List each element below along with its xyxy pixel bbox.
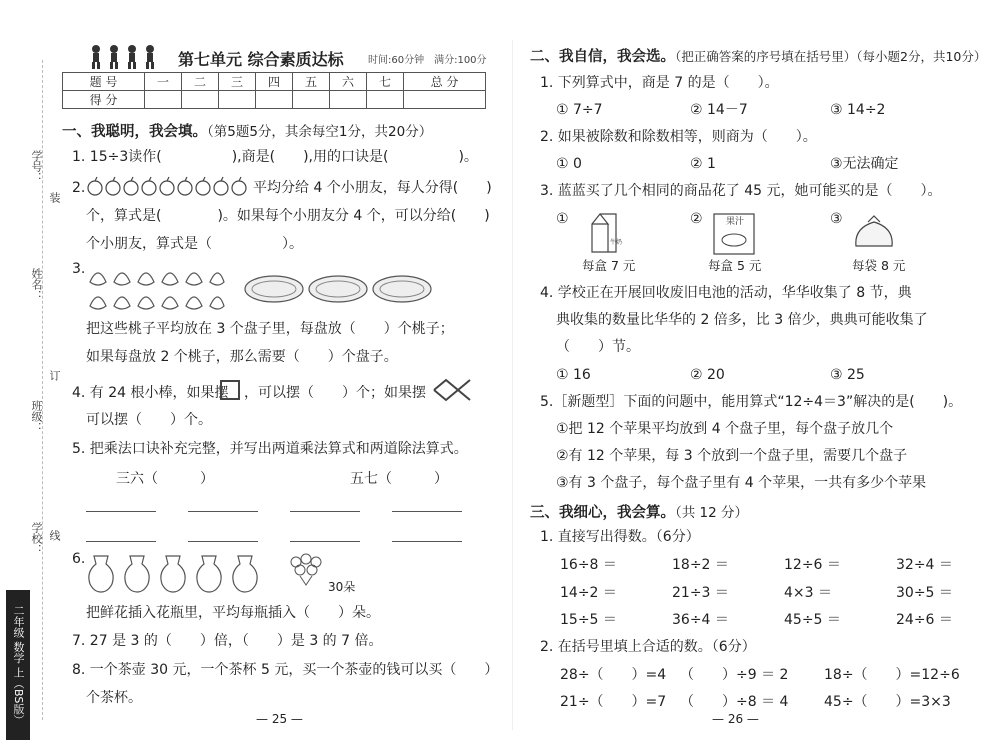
question-2-5-option-1: ①把 12 个苹果平均放到 4 个盘子里，每个盘子放几个 [556, 421, 894, 437]
page-divider [512, 40, 513, 730]
section-1-note: （第5题5分，其余每空1分，共20分） [207, 124, 433, 140]
vases-icon [86, 554, 266, 594]
question-2-1-option-1: ① 7÷7 [556, 102, 603, 118]
milk-carton-label: 牛奶 [610, 239, 622, 246]
page-number-left: — 25 — [256, 712, 303, 726]
calc-item: 4×3 ＝ [784, 585, 832, 601]
score-input-cell[interactable] [181, 91, 218, 109]
answer-line[interactable] [188, 511, 258, 512]
question-1-5-a: 三六（ ） [116, 471, 214, 487]
answer-line[interactable] [86, 511, 156, 512]
score-cell: 六 [329, 73, 366, 91]
question-2-1-option-2: ② 14－7 [690, 102, 748, 118]
section-3-note: （共 12 分） [675, 505, 749, 521]
question-2-3-option-2: ② [690, 211, 703, 227]
fill-item: 18÷（ ）=12÷6 [824, 667, 960, 683]
binding-dashed-line [42, 60, 43, 720]
calc-item: 18÷2 ＝ [672, 557, 729, 573]
calc-item: 36÷4 ＝ [672, 612, 729, 628]
score-cell: 三 [218, 73, 255, 91]
section-2-heading [530, 45, 986, 66]
question-1-3-text-b: 如果每盘放 2 个桃子，那么需要（ ）个盘子。 [86, 349, 398, 365]
score-input-cell[interactable] [329, 91, 366, 109]
calc-item: 24÷6 ＝ [896, 612, 953, 628]
score-input-cell[interactable] [218, 91, 255, 109]
score-cell: 一 [144, 73, 181, 91]
diamond-sticks-icon [432, 378, 472, 402]
student-name-label: 姓名： [30, 268, 43, 301]
question-2-1: 1. 下列算式中，商是 7 的是（ ）。 [540, 75, 779, 91]
question-2-4-option-3: ③ 25 [830, 367, 865, 383]
question-2-3-option-1: ① [556, 211, 569, 227]
square-sticks-icon [218, 378, 242, 402]
question-1-3-text-a: 把这些桃子平均放在 3 个盘子里，每盘放（ ）个桃子； [86, 321, 454, 337]
score-cell: 题 号 [63, 73, 145, 91]
question-1-2-text-c: 个小朋友，算式是（ ）。 [86, 236, 303, 252]
question-2-1-option-3: ③ 14÷2 [830, 102, 886, 118]
calc-item: 45÷5 ＝ [784, 612, 841, 628]
fill-item: 21÷（ ）=7 [560, 694, 667, 710]
bind-mark-xian: 线 [48, 530, 61, 541]
question-3-1: 1. 直接写出得数。（6分） [540, 529, 700, 545]
score-cell: 四 [255, 73, 292, 91]
question-1-4-text-b: ，可以摆（ ）个；如果摆 [244, 385, 426, 401]
question-1-6-number: 6. [72, 551, 86, 567]
answer-line[interactable] [392, 541, 462, 542]
page-title: 第七单元 综合素质达标 [178, 50, 344, 69]
question-1-2-number: 2. [72, 180, 86, 196]
score-cell: 得 分 [63, 91, 145, 109]
kids-group-icon [88, 44, 158, 70]
calc-item: 14÷2 ＝ [560, 585, 617, 601]
question-1-1: 1. 15÷3读作( ),商是( ),用的口诀是( )。 [72, 149, 478, 165]
answer-line[interactable] [188, 541, 258, 542]
question-1-2-text-b: 个，算式是( )。如果每个小朋友分 4 个，可以分给( ) [86, 208, 490, 224]
juice-box-label: 果汁 [726, 217, 745, 227]
section-1-title: 一、我聪明，我会填。 [62, 124, 207, 140]
question-2-2-option-1: ① 0 [556, 156, 582, 172]
question-2-2-option-3: ③无法确定 [830, 156, 899, 172]
question-2-2: 2. 如果被除数和除数相等，则商为（ ）。 [540, 129, 817, 145]
question-1-4-text-c: 可以摆（ ）个。 [86, 412, 212, 428]
score-cell: 七 [366, 73, 403, 91]
question-1-6-text: 把鲜花插入花瓶里，平均每瓶插入（ ）朵。 [86, 605, 380, 621]
score-table-header-row [63, 73, 486, 91]
calc-item: 32÷4 ＝ [896, 557, 953, 573]
fill-item: 28÷（ ）=4 [560, 667, 667, 683]
question-3-2: 2. 在括号里填上合适的数。（6分） [540, 639, 756, 655]
question-2-5: 5.［新题型］下面的问题中，能用算式“12÷4＝3”解决的是( )。 [540, 394, 963, 410]
question-1-3-number: 3. [72, 261, 86, 277]
score-input-cell[interactable] [292, 91, 329, 109]
question-1-7: 7. 27 是 3 的（ ）倍，（ ）是 3 的 7 倍。 [72, 633, 383, 649]
score-input-cell[interactable] [255, 91, 292, 109]
bind-mark-zhuang: 装 [48, 192, 61, 203]
section-3-title: 三、我细心，我会算。 [530, 505, 675, 521]
question-2-4-option-1: ① 16 [556, 367, 591, 383]
answer-line[interactable] [86, 541, 156, 542]
answer-line[interactable] [290, 541, 360, 542]
question-1-8-text-b: 个茶杯。 [86, 690, 142, 706]
flower-count-label: 30朵 [328, 580, 356, 594]
juice-price: 每盒 5 元 [708, 258, 762, 273]
score-input-cell[interactable] [366, 91, 403, 109]
bind-mark-ding: 订 [48, 370, 61, 381]
calc-item: 15÷5 ＝ [560, 612, 617, 628]
milk-price: 每盒 7 元 [582, 258, 636, 273]
fill-item: 45÷（ ）=3×3 [824, 694, 951, 710]
question-2-4-text-b: 典收集的数量比华华的 2 倍多，比 3 倍少，典典可能收集了 [556, 312, 928, 328]
binding-margin [0, 0, 60, 754]
flower-bouquet-icon [286, 552, 326, 586]
calc-item: 16÷8 ＝ [560, 557, 617, 573]
plates-icon [244, 274, 434, 304]
question-2-2-option-2: ② 1 [690, 156, 716, 172]
score-table-score-row [63, 91, 486, 109]
section-2-note: （把正确答案的序号填在括号里）（每小题2分，共10分） [675, 49, 987, 64]
question-1-5-b: 五七（ ） [350, 471, 448, 487]
question-1-8-text-a: 8. 一个茶壶 30 元，一个茶杯 5 元，买一个茶壶的钱可以买（ ） [72, 662, 499, 678]
school-label: 学校： [30, 522, 43, 555]
question-2-5-option-3: ③有 3 个盘子，每个盘子里有 4 个苹果，一共有多少个苹果 [556, 475, 927, 491]
page-number-right: — 26 — [712, 712, 759, 726]
score-table [62, 72, 486, 109]
milk-carton-icon [586, 212, 622, 254]
section-3-heading [530, 501, 748, 522]
section-1-heading [62, 120, 432, 141]
question-2-4-text-c: （ ）节。 [556, 339, 640, 355]
question-2-4-text-a: 4. 学校正在开展回收废旧电池的活动，华华收集了 8 节，典 [540, 285, 912, 301]
question-1-2-text-a: 平均分给 4 个小朋友，每人分得( ) [253, 180, 492, 196]
book-brand: 二年级 数学 上（BS版） [6, 590, 30, 740]
calc-item: 30÷5 ＝ [896, 585, 953, 601]
student-number-label: 学号： [30, 150, 43, 183]
question-2-3: 3. 蓝蓝买了几个相同的商品花了 45 元，她可能买的是（ ）。 [540, 183, 942, 199]
score-input-cell[interactable] [144, 91, 181, 109]
question-1-4-text-a: 4. 有 24 根小棒，如果摆 [72, 385, 229, 401]
score-input-cell[interactable] [403, 91, 485, 109]
answer-line[interactable] [392, 511, 462, 512]
score-cell: 总 分 [403, 73, 485, 91]
snack-price: 每袋 8 元 [852, 258, 906, 273]
score-cell: 二 [181, 73, 218, 91]
question-2-4-option-2: ② 20 [690, 367, 725, 383]
score-cell: 五 [292, 73, 329, 91]
exam-meta: 时间:60分钟 满分:100分 [368, 55, 487, 66]
question-2-5-option-2: ②有 12 个苹果，每 3 个放到一个盘子里，需要几个盘子 [556, 448, 908, 464]
calc-item: 21÷3 ＝ [672, 585, 729, 601]
section-2-title: 二、我自信，我会选。 [530, 49, 675, 65]
fill-item: （ ）÷8 ＝ 4 [680, 694, 789, 710]
fill-item: （ ）÷9 ＝ 2 [680, 667, 789, 683]
answer-line[interactable] [290, 511, 360, 512]
snack-bag-icon [852, 214, 898, 254]
calc-item: 12÷6 ＝ [784, 557, 841, 573]
apples-row-icon [86, 176, 250, 198]
juice-box-icon [712, 210, 758, 256]
question-1-5: 5. 把乘法口诀补充完整，并写出两道乘法算式和两道除法算式。 [72, 441, 468, 457]
class-label: 班级： [30, 400, 43, 433]
question-2-3-option-3: ③ [830, 211, 843, 227]
peaches-icon [86, 262, 226, 312]
